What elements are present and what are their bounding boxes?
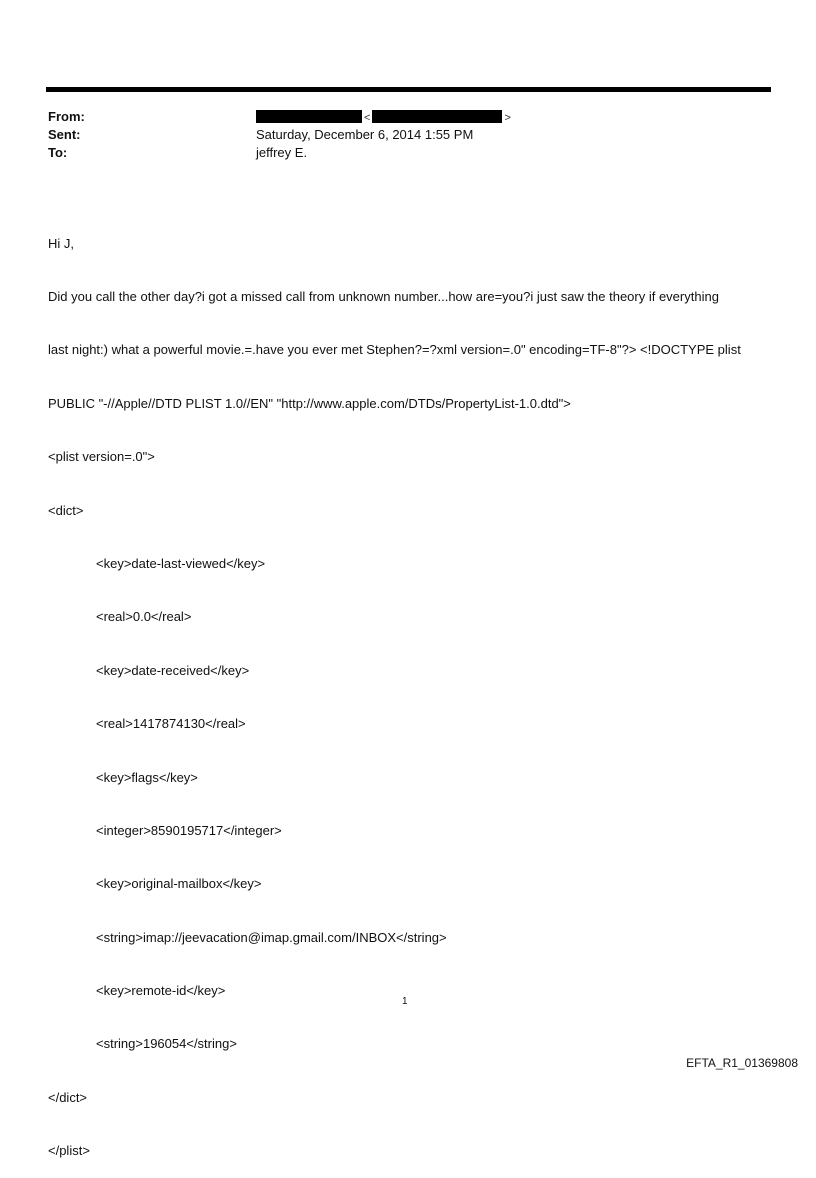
sent-label: Sent:	[48, 127, 81, 142]
to-value: jeffrey E.	[256, 145, 308, 160]
document-id: EFTA_R1_01369808	[686, 1056, 798, 1070]
dict-line: <real>1417874130</real>	[96, 716, 246, 732]
email-body	[48, 199, 764, 1178]
dict-line: <key>flags</key>	[96, 769, 198, 785]
body-line: Did you call the other day?i got a missed call from unknown number...how are=you?i just saw the theory if everything	[48, 288, 719, 304]
dict-line: <real>0.0</real>	[96, 609, 192, 625]
from-gt: >	[504, 112, 511, 124]
dict-line: <key>date-last-viewed</key>	[96, 555, 266, 571]
from-lt: <	[364, 112, 371, 124]
dict-line: <string>imap://jeevacation@imap.gmail.com/INBOX</string>	[96, 929, 447, 945]
from-label: From:	[48, 109, 85, 124]
from-value	[256, 108, 513, 127]
page-number: 1	[402, 996, 408, 1007]
redacted-email	[372, 110, 502, 123]
dict-open: <dict>	[48, 502, 84, 518]
sent-value: Saturday, December 6, 2014 1:55 PM	[256, 127, 474, 142]
body-line: PUBLIC "-//Apple//DTD PLIST 1.0//EN" "http://www.apple.com/DTDs/PropertyList-1.0.dtd">	[48, 395, 571, 411]
to-label: To:	[48, 145, 68, 160]
dict-line: <key>date-received</key>	[96, 662, 250, 678]
dict-line: <key>remote-id</key>	[96, 983, 226, 999]
body-line: last night:) what a powerful movie.=.have you ever met Stephen?=?xml version=.0" encoding=TF-8"?> <!DOCTYPE plist	[48, 342, 741, 358]
dict-line: <key>original-mailbox</key>	[96, 876, 262, 892]
plist-open: <plist version=.0">	[48, 449, 155, 465]
dict-close: </dict>	[48, 1089, 88, 1105]
dict-line: <integer>8590195717</integer>	[96, 822, 282, 838]
dict-line: <string>196054</string>	[96, 1036, 237, 1052]
greeting: Hi J,	[48, 235, 74, 251]
header-rule	[46, 87, 771, 92]
plist-close: </plist>	[48, 1143, 90, 1159]
redacted-name	[256, 110, 362, 123]
